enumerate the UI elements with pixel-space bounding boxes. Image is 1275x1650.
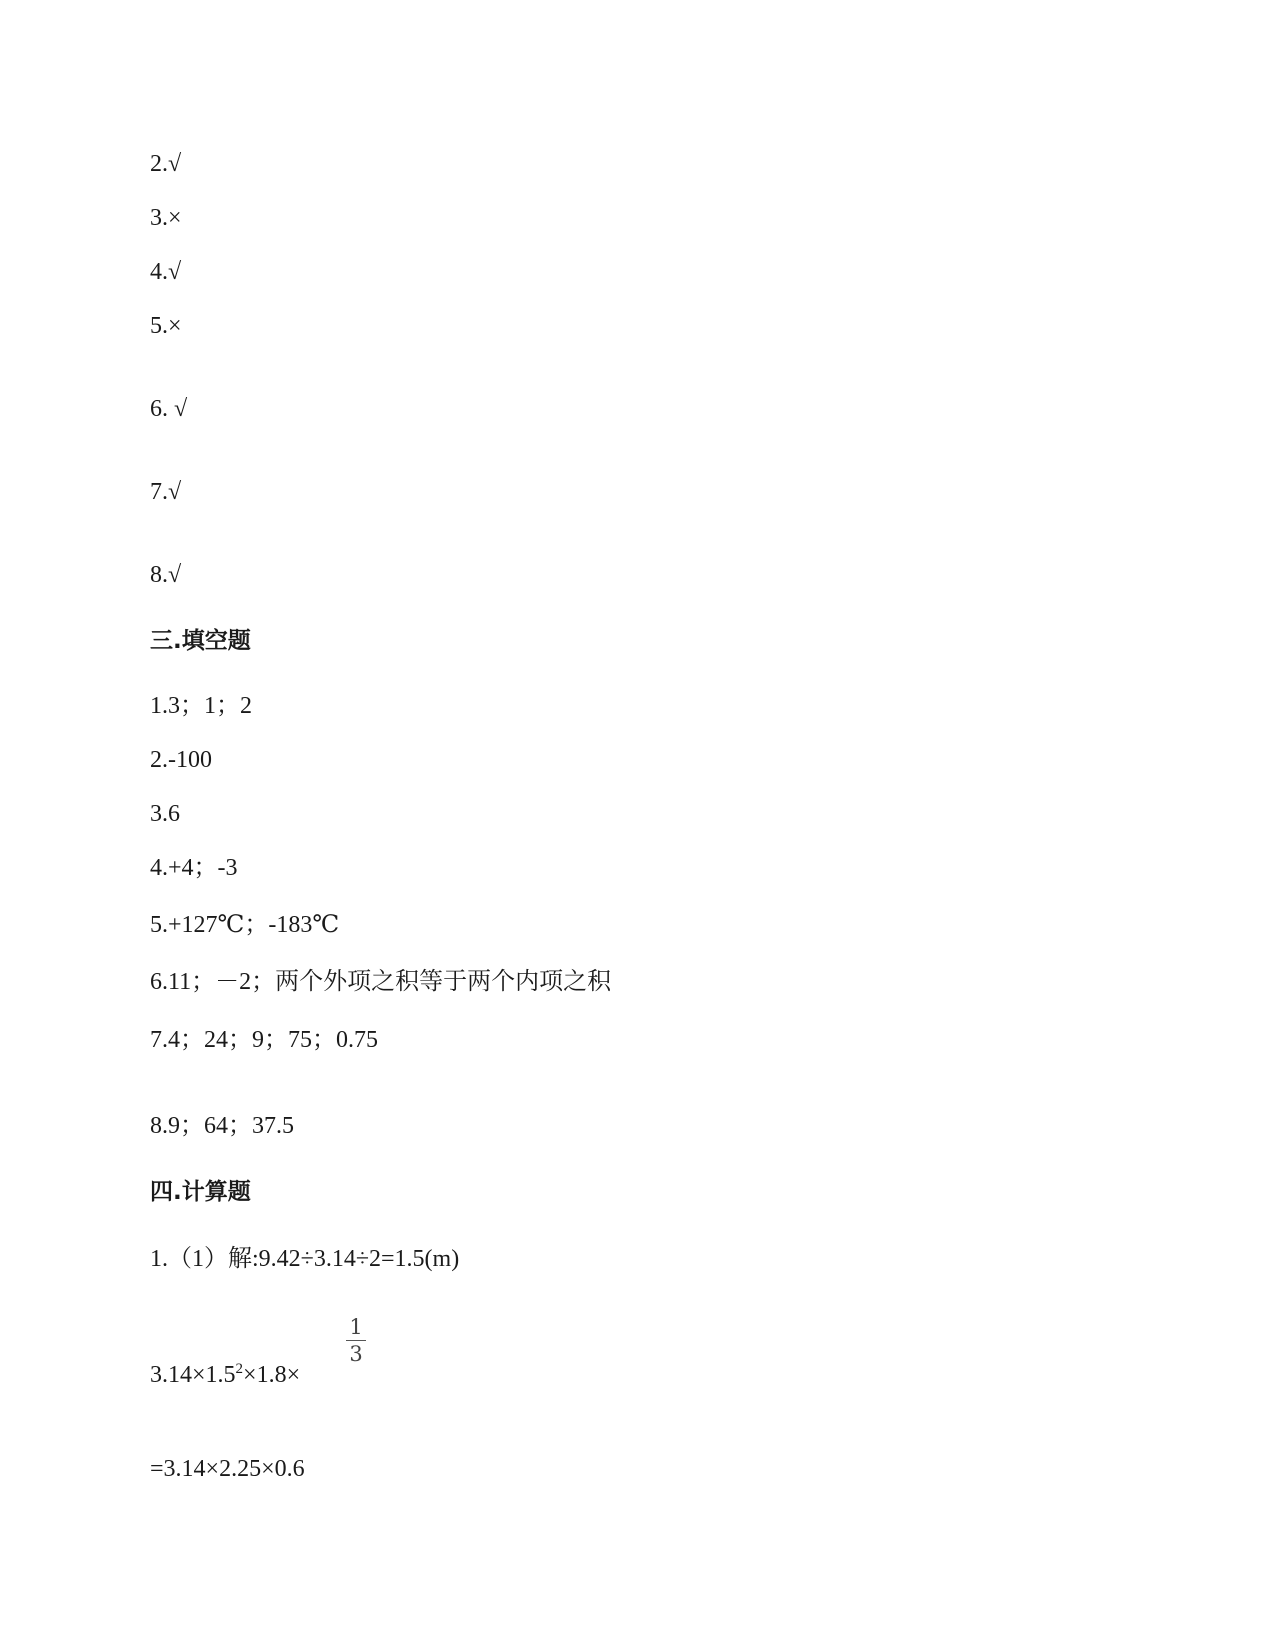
fill-blank-item-1: 1.3；1；2 [150, 693, 252, 719]
section-heading-calculation: 四.计算题 [150, 1179, 251, 1205]
calculation-step-2-base: 3.14×1.5 [150, 1362, 236, 1388]
judgement-item-8: 8.√ [150, 562, 182, 588]
fill-blank-item-2: 2.-100 [150, 747, 212, 773]
calculation-step-2-exponent: 2 [235, 1361, 244, 1377]
fill-blank-item-8: 8.9；64；37.5 [150, 1113, 294, 1139]
fraction-numerator: 1 [349, 1315, 363, 1339]
judgement-item-4: 4.√ [150, 259, 182, 285]
calculation-step-3: =3.14×2.25×0.6 [150, 1456, 305, 1482]
fill-blank-item-4: 4.+4；-3 [150, 855, 238, 881]
calculation-step-1: 1.（1）解:9.42÷3.14÷2=1.5(m) [150, 1246, 460, 1272]
section-heading-fill-blank: 三.填空题 [150, 628, 251, 654]
fraction-denominator: 3 [349, 1342, 363, 1366]
fraction-bar [346, 1340, 366, 1341]
fill-blank-item-7: 7.4；24；9；75；0.75 [150, 1027, 378, 1053]
fill-blank-item-5: 5.+127℃；-183℃ [150, 912, 340, 938]
fraction-one-third [344, 1316, 368, 1365]
judgement-item-5: 5.× [150, 313, 182, 339]
judgement-item-7: 7.√ [150, 479, 182, 505]
judgement-item-6: 6. √ [150, 396, 188, 422]
calculation-step-2-rest: ×1.8× [243, 1362, 301, 1388]
fill-blank-item-6: 6.11；－2；两个外项之积等于两个内项之积 [150, 969, 612, 995]
judgement-item-3: 3.× [150, 205, 182, 231]
judgement-item-2: 2.√ [150, 151, 182, 177]
calculation-step-2 [150, 1361, 300, 1389]
fill-blank-item-3: 3.6 [150, 801, 180, 827]
